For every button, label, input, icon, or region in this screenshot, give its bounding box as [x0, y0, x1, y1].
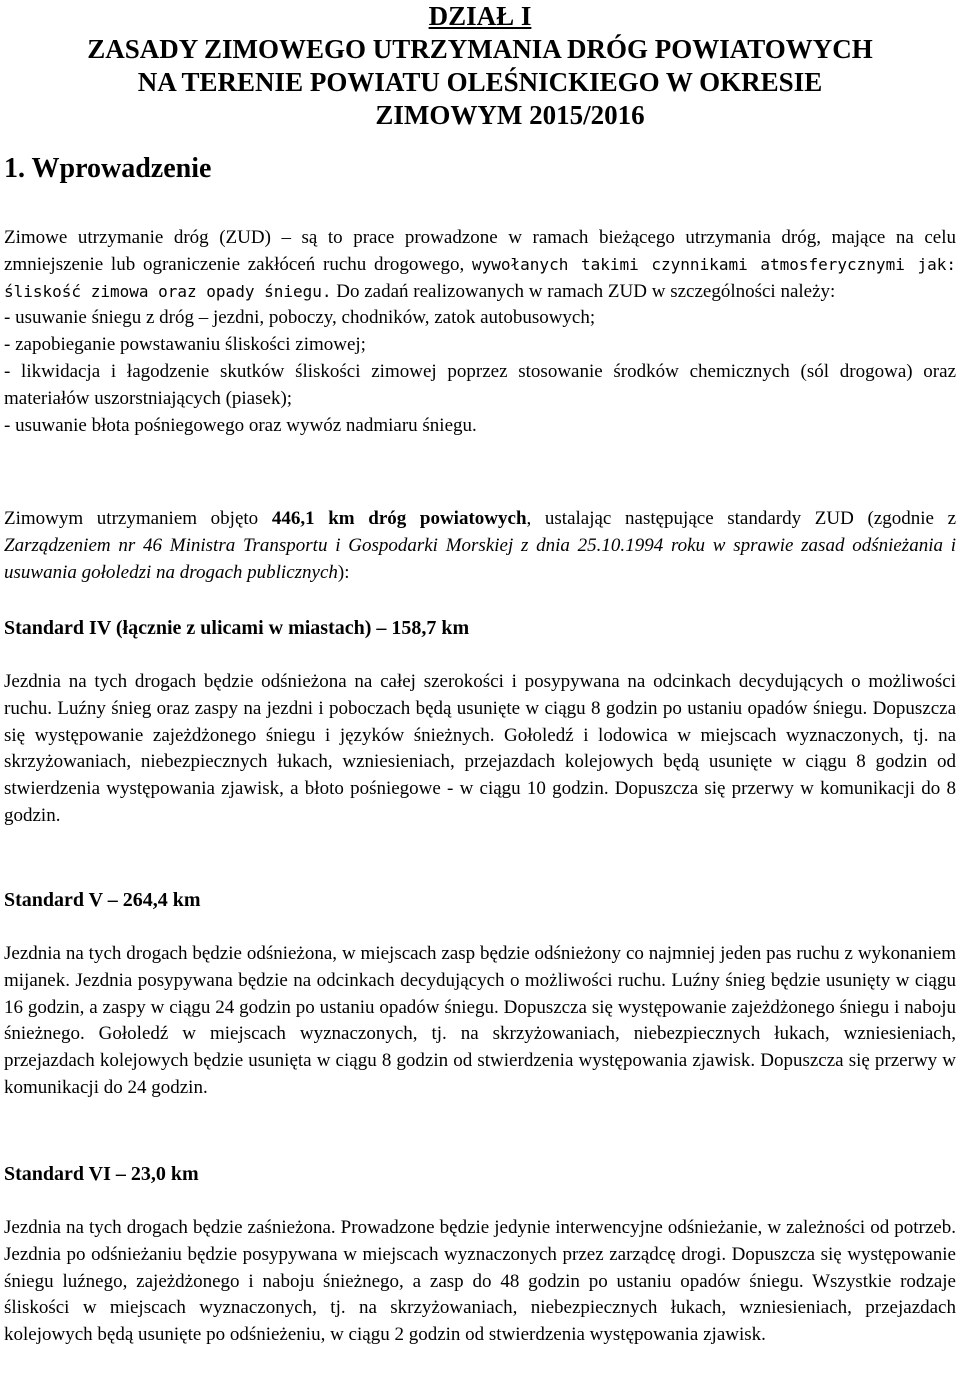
list-item: - usuwanie błota pośniegowego oraz wywóz nadmiaru śniegu.: [4, 414, 477, 436]
section-title: DZIAŁ I: [428, 1, 532, 31]
scope-text-c: , ustalając następujące standardy ZUD (zgodnie z: [526, 508, 957, 529]
standard-iv-heading: Standard IV (łącznie z ulicami w miastach) – 158,7 km: [4, 617, 470, 639]
standard-iv-text: [4, 669, 956, 830]
list-item: - likwidacja i łagodzenie skutków śliskości zimowej poprzez stosowanie środków chemicznych (sól drogowa) oraz materiałów uszorstniających (piasek);: [4, 360, 956, 409]
intro-paragraph: [4, 225, 956, 439]
list-item: - usuwanie śniegu z dróg – jezdni, poboczy, chodników, zatok autobusowych;: [4, 307, 596, 329]
scope-text-a: Zimowym utrzymaniem objęto: [4, 508, 272, 529]
title-line-3: ZIMOWYM 2015/2016: [375, 100, 645, 130]
scope-regulation: Zarządzeniem nr 46 Ministra Transportu i Gospodarki Morskiej z dnia: [4, 534, 570, 556]
scope-km: 446,1 km dróg powiatowych: [271, 508, 527, 529]
title-line-1: ZASADY ZIMOWEGO UTRZYMANIA DRÓG POWIATOWYCH: [87, 34, 873, 64]
title-line-2: NA TERENIE POWIATU OLEŚNICKIEGO W OKRESIE: [137, 67, 823, 97]
standard-vi-heading: Standard VI – 23,0 km: [4, 1163, 199, 1185]
list-item: - zapobieganie powstawaniu śliskości zimowej;: [4, 334, 366, 356]
scope-paragraph: [4, 506, 956, 586]
standard-v-heading: Standard V – 264,4 km: [4, 889, 201, 911]
scope-regulation-title: 1994 roku w sprawie zasad odśnieżania i usuwania gołoledzi na drogach publicznych: [4, 534, 957, 583]
standard-iv-body: Jezdnia na tych drogach będzie odśnieżona na całej szerokości i posypywana na odcinkach decydujących o możliwości ruchu. Luźny śnieg oraz zaspy na jezdni i poboczach będą usunięte w ciągu 8 godzin po ustaniu opadów śniegu. Dopuszcza się występowanie zajeżdżonego śniegu i języków śnieżnych. Gołoledź i lodowica w miejscach wyznaczonych, tj. na skrzyżowaniach, niebezpiecznych łukach, wzniesieniach, przejazdach kolejowych będą usunięte w ciągu 8 godzin od stwierdzenia występowania zjawisk, a błoto pośniegowe - w ciągu 10 godzin. Dopuszcza się przerwy w komunikacji do 8 godzin.: [4, 671, 956, 826]
standard-v-text: [4, 941, 956, 1102]
intro-text-a: Zimowe utrzymanie dróg (ZUD) – są to prace prowadzone w ramach bieżącego utrzymania dróg, mające na celu zmniejszenie lub ograniczenie zakłóceń ruchu drogowego,: [4, 227, 956, 275]
scope-date: 25.10.: [569, 534, 626, 556]
intro-heading: 1. Wprowadzenie: [4, 153, 212, 184]
document-title: [4, 0, 956, 132]
standard-vi-body: Jezdnia na tych drogach będzie zaśnieżona. Prowadzone będzie jedynie interwencyjne odśnieżanie, w zależności od potrzeb. Jezdnia po odśnieżaniu będzie posypywana w miejscach wyznaczonych przez zarządcę drogi. Dopuszcza się występowanie śniegu luźnego, zajeżdżonego i naboju śnieżnego, a zasp do 48 godzin po ustaniu opadów śniegu. Wszystkie rodzaje śliskości w miejscach wyznaczonych, tj. na skrzyżowaniach, niebezpiecznych łukach, wzniesieniach, przejazdach kolejowych będą usunięte po odśnieżeniu, w ciągu 2 godzin od stwierdzenia występowania zjawisk.: [4, 1217, 956, 1346]
scope-text-g: ):: [337, 561, 350, 583]
intro-text-c: Do zadań realizowanych w ramach ZUD w szczególności należy:: [331, 280, 836, 302]
standard-vi-text: [4, 1215, 956, 1349]
intro-text-b: wywołanych takimi czynnikami atmosferycznymi jak: śliskość zimowa oraz opady śniegu.: [4, 254, 956, 301]
standard-v-body: Jezdnia na tych drogach będzie odśnieżona, w miejscach zasp będzie odśnieżony co najmniej jeden pas ruchu z wykonaniem mijanek. Jezdnia posypywana będzie na odcinkach decydujących o możliwości ruchu. Luźny śnieg będzie usunięty w ciągu 16 godzin, a zaspy w ciągu 24 godzin po ustaniu opadów śniegu. Dopuszcza się występowanie zajeżdżonego śniegu i naboju śnieżnego. Gołoledź w miejscach wyznaczonych, tj. na skrzyżowaniach, niebezpiecznych łukach, wzniesieniach, przejazdach kolejowych będzie usunięta w ciągu 8 godzin od stwierdzenia występowania zjawisk. Dopuszcza się przerwy w komunikacji do 24 godzin.: [4, 943, 956, 1098]
